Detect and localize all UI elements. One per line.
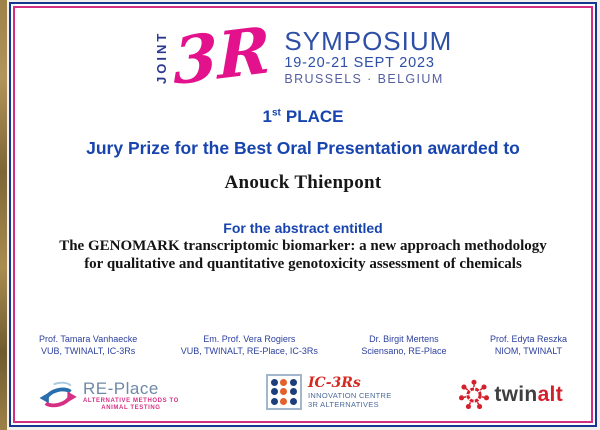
- certificate: [9, 2, 597, 427]
- twinalt-logo: [457, 378, 563, 412]
- signatory-name: Dr. Birgit Mertens: [369, 334, 439, 344]
- circular-arrows-icon: [37, 376, 79, 416]
- signatories-row: [11, 334, 595, 357]
- twinalt-name-part1: twin: [494, 383, 538, 406]
- ic3rs-text-block: [308, 376, 392, 409]
- symposium-text-block: [284, 27, 452, 87]
- signatory-affiliation: VUB, TWINALT, RE-Place, IC-3Rs: [180, 345, 318, 356]
- ic3rs-line2: 3R ALTERNATIVES: [308, 399, 379, 409]
- ic3rs-logo: [266, 374, 392, 410]
- signatory-1: [39, 334, 137, 357]
- signatory-affiliation: Sciensano, RE-Place: [361, 345, 447, 356]
- replace-text-block: [83, 380, 179, 412]
- signatory-affiliation: VUB, TWINALT, IC-3Rs: [41, 345, 136, 356]
- symposium-title: SYMPOSIUM: [284, 26, 453, 56]
- replace-logo: [37, 376, 179, 416]
- place-ordinal-suffix: st: [271, 107, 281, 119]
- twinalt-molecule-icon: [457, 378, 491, 412]
- signatory-2: [181, 334, 318, 357]
- twinalt-name: [494, 383, 563, 407]
- symposium-location: BRUSSELS · BELGIUM: [284, 72, 444, 86]
- abstract-title: [11, 238, 595, 273]
- twinalt-name-part2: alt: [537, 383, 563, 406]
- place-heading: [11, 107, 595, 127]
- signatory-name: Prof. Edyta Reszka: [489, 334, 567, 344]
- signatory-name: Prof. Tamara Vanhaecke: [39, 334, 138, 344]
- symposium-dates: 19-20-21 SEPT 2023: [284, 55, 435, 71]
- recipient-name: Anouck Thienpont: [224, 172, 382, 193]
- place-number: 1: [262, 107, 272, 126]
- partner-logos-row: [11, 370, 595, 424]
- prize-title: Jury Prize for the Best Oral Presentation awarded to: [86, 138, 520, 158]
- replace-name: RE-Place: [83, 379, 159, 398]
- abstract-title-line1: The GENOMARK transcriptomic biomarker: a new approach methodology: [59, 238, 547, 254]
- signatory-affiliation: NIOM, TWINALT: [494, 345, 563, 356]
- place-word: PLACE: [285, 107, 344, 126]
- symposium-logo: [11, 14, 595, 100]
- ic3rs-line1: INNOVATION CENTRE: [308, 390, 392, 400]
- abstract-title-line2: for qualitative and quantitative genotoxicity assessment of chemicals: [84, 255, 522, 272]
- ic3rs-dots-icon: [266, 374, 302, 410]
- joint-vertical-label: JOINT: [153, 30, 169, 84]
- signatory-name: Em. Prof. Vera Rogiers: [203, 334, 296, 344]
- signatory-4: [490, 334, 567, 357]
- replace-tagline-line2: ANIMAL TESTING: [101, 405, 161, 411]
- replace-tagline-line1: ALTERNATIVE METHODS TO: [83, 398, 179, 404]
- signatory-3: [361, 334, 446, 357]
- 3r-script-logo: 3R: [172, 12, 271, 101]
- ic3rs-name: IC-3Rs: [308, 374, 361, 391]
- scan-edge-strip: [0, 0, 7, 430]
- abstract-intro: For the abstract entitled: [223, 220, 383, 236]
